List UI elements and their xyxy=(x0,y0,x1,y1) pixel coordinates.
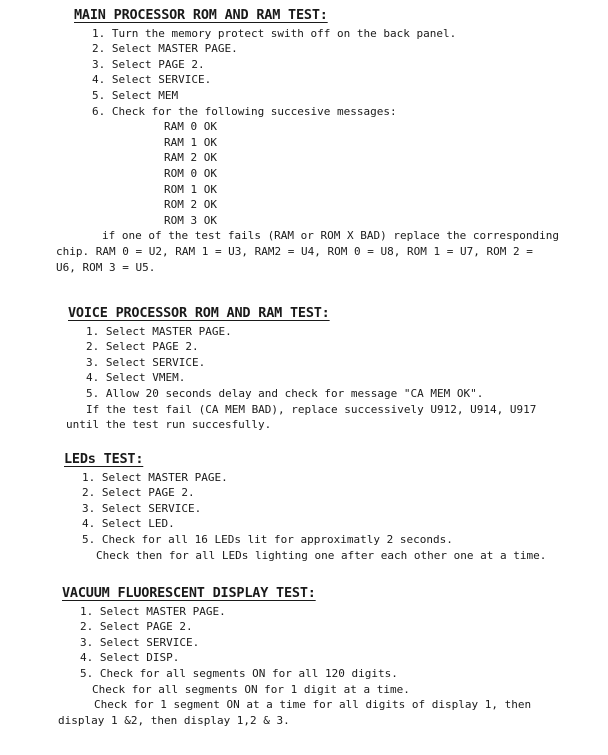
note-line: U6, ROM 3 = U5. xyxy=(56,260,156,274)
message-line: RAM 2 OK xyxy=(164,151,217,165)
step-line: 4. Select VMEM. xyxy=(86,371,186,385)
note-line: display 1 &2, then display 1,2 & 3. xyxy=(58,713,290,727)
note-line: Check for 1 segment ON at a time for all digits of display 1, then xyxy=(94,698,532,712)
section-leds xyxy=(0,452,608,563)
step-line: 5. Allow 20 seconds delay and check for message "CA MEM OK". xyxy=(86,386,484,400)
note-line: If the test fail (CA MEM BAD), replace successively U912, U914, U917 xyxy=(86,402,537,416)
message-line: ROM 1 OK xyxy=(164,182,217,196)
step-line: 5. Check for all segments ON for all 120 digits. xyxy=(80,666,398,680)
step-line: 1. Select MASTER PAGE. xyxy=(82,470,228,484)
section-vfd xyxy=(0,586,608,728)
step-line: 6. Check for the following succesive messages: xyxy=(92,104,397,118)
message-line: ROM 3 OK xyxy=(164,213,217,227)
note-line: Check then for all LEDs lighting one after each other one at a time. xyxy=(96,548,547,562)
section-voice-processor xyxy=(0,306,608,433)
step-line: 3. Select SERVICE. xyxy=(86,355,206,369)
section-main-processor xyxy=(0,8,608,275)
section-title: VACUUM FLUORESCENT DISPLAY TEST: xyxy=(62,585,316,601)
step-line: 1. Turn the memory protect swith off on the back panel. xyxy=(92,26,457,40)
step-line: 5. Select MEM xyxy=(92,88,179,102)
step-line: 2. Select PAGE 2. xyxy=(86,340,199,354)
section-title: VOICE PROCESSOR ROM AND RAM TEST: xyxy=(68,305,330,321)
step-line: 5. Check for all 16 LEDs lit for approximatly 2 seconds. xyxy=(82,532,453,546)
step-line: 1. Select MASTER PAGE. xyxy=(86,324,232,338)
step-line: 2. Select PAGE 2. xyxy=(82,486,195,500)
note-line: Check for all segments ON for 1 digit at a time. xyxy=(92,682,410,696)
section-title: MAIN PROCESSOR ROM AND RAM TEST: xyxy=(74,7,328,23)
step-line: 4. Select LED. xyxy=(82,517,175,531)
step-line: 1. Select MASTER PAGE. xyxy=(80,604,226,618)
note-line: chip. RAM 0 = U2, RAM 1 = U3, RAM2 = U4, ROM 0 = U8, ROM 1 = U7, ROM 2 = xyxy=(56,244,533,258)
step-line: 3. Select PAGE 2. xyxy=(92,57,205,71)
note-line: until the test run succesfully. xyxy=(66,418,272,432)
step-line: 4. Select DISP. xyxy=(80,651,180,665)
step-line: 2. Select PAGE 2. xyxy=(80,620,193,634)
step-line: 2. Select MASTER PAGE. xyxy=(92,42,238,56)
message-line: ROM 2 OK xyxy=(164,198,217,212)
step-line: 3. Select SERVICE. xyxy=(82,501,202,515)
step-line: 4. Select SERVICE. xyxy=(92,73,212,87)
section-title: LEDs TEST: xyxy=(64,451,144,467)
step-line: 3. Select SERVICE. xyxy=(80,635,200,649)
message-line: RAM 0 OK xyxy=(164,120,217,134)
message-line: RAM 1 OK xyxy=(164,135,217,149)
note-line: if one of the test fails (RAM or ROM X BAD) replace the corresponding xyxy=(102,229,559,243)
message-line: ROM 0 OK xyxy=(164,166,217,180)
